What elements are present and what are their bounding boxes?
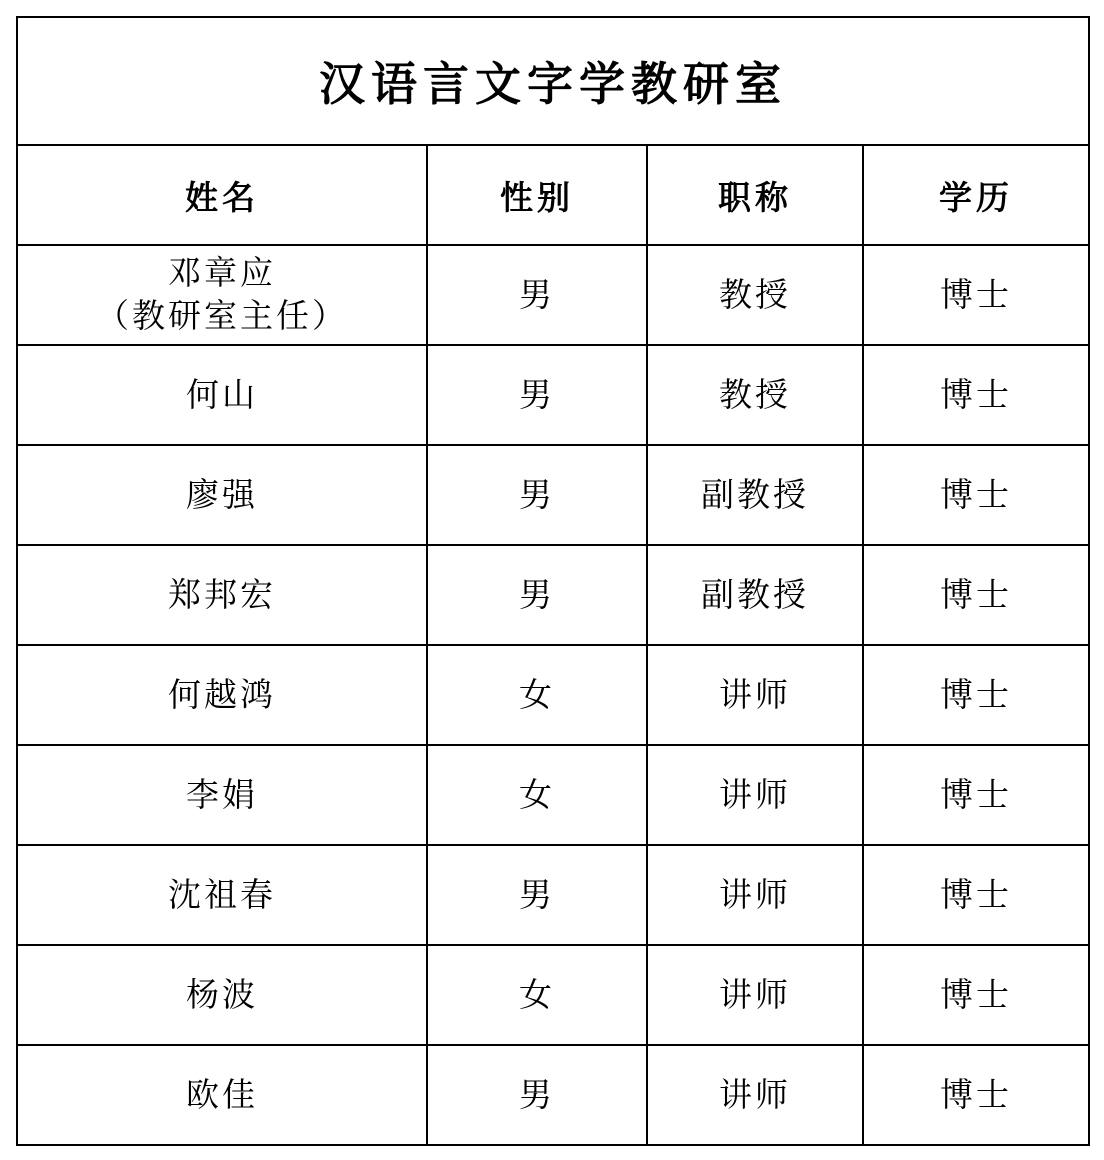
cell-gender: 男 [427, 1045, 647, 1145]
header-name: 姓名 [17, 145, 427, 245]
cell-rank: 讲师 [647, 845, 863, 945]
table-row [17, 745, 1089, 845]
role-note: （教研室主任） [96, 296, 348, 335]
cell-name: 郑邦宏 [17, 545, 427, 645]
table-row [17, 445, 1089, 545]
cell-rank: 讲师 [647, 745, 863, 845]
title-row [17, 17, 1089, 145]
table-row [17, 345, 1089, 445]
header-degree: 学历 [863, 145, 1089, 245]
cell-name: 杨波 [17, 945, 427, 1045]
header-row [17, 145, 1089, 245]
cell-name: 欧佳 [17, 1045, 427, 1145]
cell-name: 何山 [17, 345, 427, 445]
cell-gender: 女 [427, 945, 647, 1045]
cell-gender: 男 [427, 345, 647, 445]
header-gender: 性别 [427, 145, 647, 245]
cell-gender: 男 [427, 545, 647, 645]
table-row [17, 845, 1089, 945]
cell-rank: 讲师 [647, 945, 863, 1045]
cell-gender: 女 [427, 645, 647, 745]
header-rank: 职称 [647, 145, 863, 245]
cell-degree: 博士 [863, 545, 1089, 645]
cell-gender: 女 [427, 745, 647, 845]
cell-name: 廖强 [17, 445, 427, 545]
cell-rank: 教授 [647, 245, 863, 345]
cell-degree: 博士 [863, 345, 1089, 445]
cell-name [17, 245, 427, 345]
cell-rank: 讲师 [647, 645, 863, 745]
table-row [17, 1045, 1089, 1145]
name-text: 邓章应 [168, 253, 276, 293]
cell-rank: 教授 [647, 345, 863, 445]
table-row [17, 245, 1089, 345]
cell-degree: 博士 [863, 1045, 1089, 1145]
cell-gender: 男 [427, 845, 647, 945]
cell-name: 李娟 [17, 745, 427, 845]
cell-degree: 博士 [863, 245, 1089, 345]
table-row [17, 945, 1089, 1045]
cell-degree: 博士 [863, 645, 1089, 745]
cell-name: 何越鸿 [17, 645, 427, 745]
cell-gender: 男 [427, 245, 647, 345]
cell-rank: 副教授 [647, 545, 863, 645]
cell-degree: 博士 [863, 445, 1089, 545]
table-row [17, 545, 1089, 645]
cell-degree: 博士 [863, 945, 1089, 1045]
cell-degree: 博士 [863, 845, 1089, 945]
cell-name: 沈祖春 [17, 845, 427, 945]
table-title: 汉语言文字学教研室 [17, 17, 1089, 145]
cell-rank: 副教授 [647, 445, 863, 545]
cell-rank: 讲师 [647, 1045, 863, 1145]
cell-gender: 男 [427, 445, 647, 545]
cell-degree: 博士 [863, 745, 1089, 845]
table-row [17, 645, 1089, 745]
faculty-table [16, 16, 1090, 1146]
